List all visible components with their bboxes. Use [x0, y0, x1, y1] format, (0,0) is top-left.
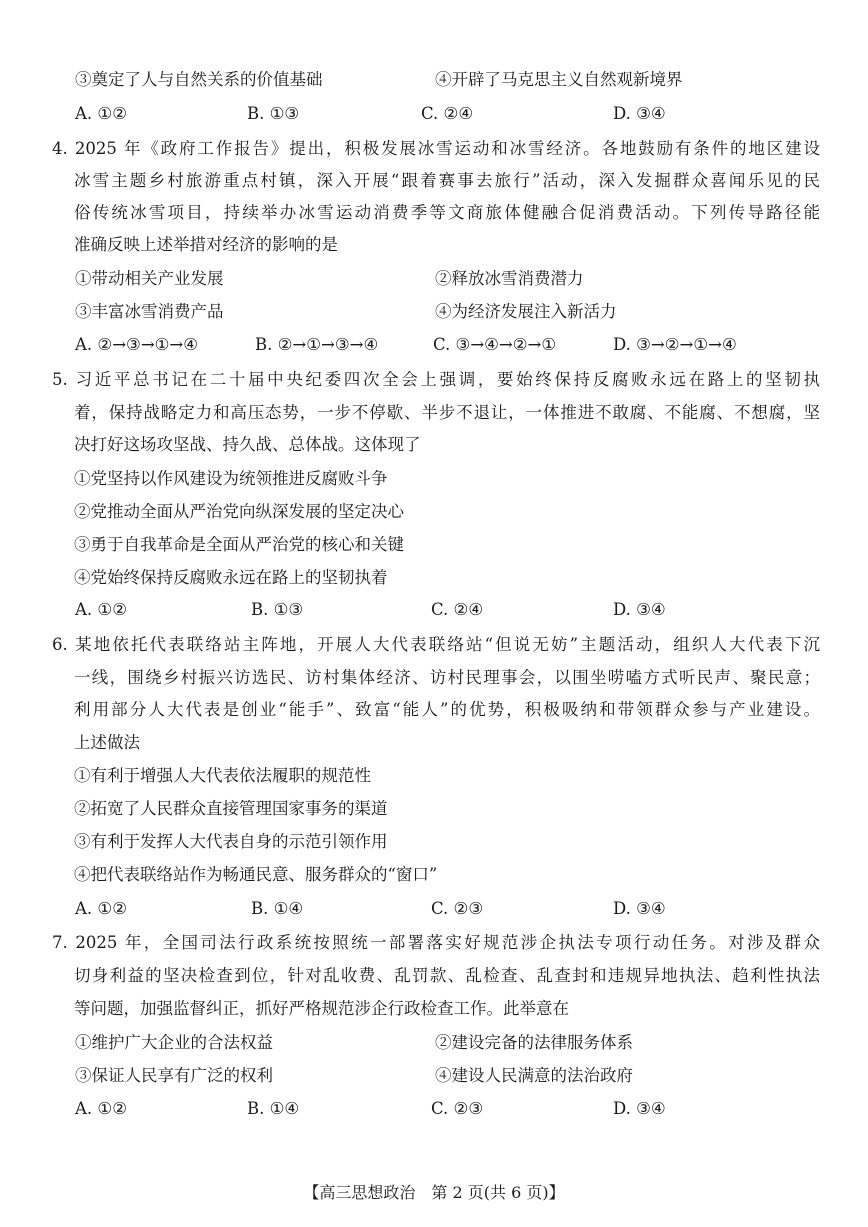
q6-choice-a: A. ①②: [75, 899, 127, 918]
q3-choice-c: C. ②④: [421, 104, 474, 123]
q6-choices: [75, 896, 835, 922]
q3-options-row-2: [75, 67, 835, 93]
q6-stem-line-2: 一线，围绕乡村振兴访选民、访村集体经济、访村民理事会，以围坐唠嗑方式听民声、聚民意；: [74, 668, 820, 687]
q6-stem-line-1: 6. 某地依托代表联络站主阵地，开展人大代表联络站“但说无妨”主题活动，组织人大代表下沉: [52, 635, 820, 654]
q4-option-1: ①带动相关产业发展: [75, 269, 224, 288]
q5-stem-line-2: 着，保持战略定力和高压态势，一步不停歇、半步不退让，一体推进不敢腐、不能腐、不想腐，坚: [74, 403, 820, 422]
q6-stem-line-4: 上述做法: [74, 733, 140, 752]
q3-choice-b: B. ①③: [247, 104, 300, 123]
q4-stem-line-2: 冰雪主题乡村旅游重点村镇，深入开展“跟着赛事去旅行”活动，深入发掘群众喜闻乐见的民: [74, 171, 820, 190]
q5-option-3: ③勇于自我革命是全面从严治党的核心和关键: [74, 535, 404, 554]
q4-stem-line-4: 准确反映上述举措对经济的影响的是: [74, 235, 338, 254]
q4-choice-d: D. ③→②→①→④: [613, 335, 737, 354]
q7-stem-line-2: 切身利益的坚决检查到位，针对乱收费、乱罚款、乱检查、乱查封和违规异地执法、趋利性执法: [74, 966, 820, 985]
q7-choice-b: B. ①④: [247, 1099, 300, 1118]
q6-stem-line-3: 利用部分人大代表是创业“能手”、致富“能人”的优势，积极吸纳和带领群众参与产业建设。: [74, 700, 820, 719]
q4-stem-line-1: 4. 2025 年《政府工作报告》提出，积极发展冰雪运动和冰雪经济。各地鼓励有条件的地区建设: [52, 139, 820, 158]
q4-choice-c: C. ③→④→②→①: [433, 335, 557, 354]
q4-option-4: ④为经济发展注入新活力: [435, 302, 617, 321]
q7-stem-line-3: 等问题，加强监督纠正，抓好严格规范涉企行政检查工作。此举意在: [74, 999, 569, 1018]
q7-option-3: ③保证人民享有广泛的权利: [75, 1066, 273, 1085]
q6-choice-d: D. ③④: [613, 899, 666, 918]
q5-stem-line-3: 决打好这场攻坚战、持久战、总体战。这体现了: [74, 435, 421, 454]
q6-option-1: ①有利于增强人大代表依法履职的规范性: [74, 766, 371, 785]
q7-option-4: ④建设人民满意的法治政府: [435, 1066, 633, 1085]
page-footer: 【高三思想政治 第 2 页(共 6 页)】: [303, 1183, 565, 1202]
q3-choices: [75, 101, 835, 127]
q4-choice-a: A. ②→③→①→④: [75, 335, 199, 354]
q7-choice-d: D. ③④: [613, 1099, 666, 1118]
q4-choice-b: B. ②→①→③→④: [255, 335, 379, 354]
q7-choice-a: A. ①②: [75, 1099, 127, 1118]
q6-option-4: ④把代表联络站作为畅通民意、服务群众的“窗口”: [74, 865, 438, 884]
q5-option-1: ①党坚持以作风建设为统领推进反腐败斗争: [74, 469, 388, 488]
q4-choices: [75, 332, 835, 358]
q7-stem-line-1: 7. 2025 年，全国司法行政系统按照统一部署落实好规范涉企执法专项行动任务。对涉及群众: [52, 933, 820, 952]
q6-option-3: ③有利于发挥人大代表自身的示范引领作用: [74, 832, 388, 851]
q5-option-2: ②党推动全面从严治党向纵深发展的坚定决心: [74, 502, 404, 521]
q5-choices: [75, 597, 835, 623]
q5-option-4: ④党始终保持反腐败永远在路上的坚韧执着: [74, 568, 388, 587]
q3-option-3: ③奠定了人与自然关系的价值基础: [75, 70, 323, 89]
q4-option-3: ③丰富冰雪消费产品: [75, 302, 224, 321]
q3-choice-d: D. ③④: [613, 104, 666, 123]
q5-choice-c: C. ②④: [431, 600, 484, 619]
q5-choice-b: B. ①③: [251, 600, 304, 619]
q6-choice-c: C. ②③: [431, 899, 484, 918]
q7-options-row-1: [75, 1030, 835, 1056]
q5-choice-a: A. ①②: [75, 600, 127, 619]
q7-option-1: ①维护广大企业的合法权益: [75, 1033, 273, 1052]
q7-options-row-2: [75, 1063, 835, 1089]
q5-stem-line-1: 5. 习近平总书记在二十届中央纪委四次全会上强调，要始终保持反腐败永远在路上的坚韧执: [52, 370, 820, 389]
q7-choices: [75, 1096, 835, 1122]
q4-stem-line-3: 俗传统冰雪项目，持续举办冰雪运动消费季等文商旅体健融合促消费活动。下列传导路径能: [74, 203, 820, 222]
q7-option-2: ②建设完备的法律服务体系: [435, 1033, 633, 1052]
q4-options-row-2: [75, 299, 835, 325]
q6-choice-b: B. ①④: [251, 899, 304, 918]
q3-choice-a: A. ①②: [75, 104, 127, 123]
q3-option-4: ④开辟了马克思主义自然观新境界: [435, 70, 683, 89]
q5-choice-d: D. ③④: [613, 600, 666, 619]
q4-option-2: ②释放冰雪消费潜力: [435, 269, 584, 288]
q6-option-2: ②拓宽了人民群众直接管理国家事务的渠道: [74, 799, 388, 818]
q4-options-row-1: [75, 266, 835, 292]
q7-choice-c: C. ②③: [431, 1099, 484, 1118]
